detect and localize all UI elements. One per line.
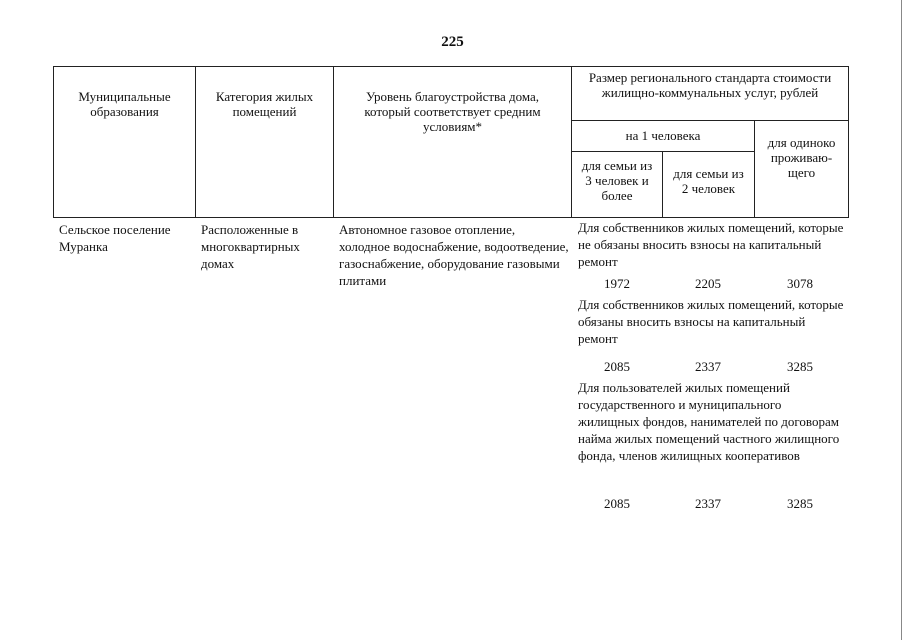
header-standard-text: Размер регионального стандарта стоимости жилищно-коммунальных услуг, рублей	[588, 70, 832, 100]
group-2-single-value: 3285	[787, 359, 813, 374]
group-2-label: Для собственников жилых помещений, которые обязаны вносить взносы на капитальный ремонт	[578, 297, 844, 346]
group-3-family2-value: 2337	[695, 496, 721, 511]
header-municipal-text: Муниципальные образования	[78, 89, 171, 119]
header-family3	[571, 151, 663, 218]
header-family2-text: для семьи из 2 человек	[673, 166, 744, 196]
header-family3-text: для семьи из 3 человек и более	[581, 158, 653, 203]
group-1-single-value: 3078	[787, 276, 813, 291]
header-standard	[571, 66, 849, 121]
header-single-text: для одиноко проживаю-щего	[767, 135, 836, 180]
page-number: 225	[441, 34, 464, 50]
group-1-family3-value: 1972	[604, 276, 630, 291]
header-per-person-text: на 1 человека	[625, 128, 701, 143]
header-family2	[662, 151, 755, 218]
header-per-person	[571, 120, 755, 152]
header-level-text: Уровень благоустройства дома, который соответствует средним условиям*	[364, 89, 541, 134]
scan-edge-line	[901, 0, 902, 640]
header-municipal	[53, 66, 196, 218]
header-category-text: Категория жилых помещений	[215, 89, 314, 119]
row-municipal: Сельское поселение Муранка	[59, 222, 171, 254]
group-1-label: Для собственников жилых помещений, которые не обязаны вносить взносы на капитальный ремонт	[578, 220, 844, 269]
group-2-family3-value: 2085	[604, 359, 630, 374]
group-3-label: Для пользователей жилых помещений государственного и муниципального жилищных фондов, нанимателей по договорам найма жилых помещений частного жилищного фонда, членов жилищных кооперативов	[578, 380, 840, 463]
header-category	[195, 66, 334, 218]
group-3-family3-value: 2085	[604, 496, 630, 511]
header-single	[754, 120, 849, 218]
header-level	[333, 66, 572, 218]
group-1-family2-value: 2205	[695, 276, 721, 291]
group-2-family2-value: 2337	[695, 359, 721, 374]
row-category: Расположенные в многоквартирных домах	[201, 222, 300, 271]
group-3-single-value: 3285	[787, 496, 813, 511]
row-level: Автономное газовое отопление, холодное водоснабжение, водоотведение, газоснабжение, оборудование газовыми плитами	[339, 222, 569, 288]
